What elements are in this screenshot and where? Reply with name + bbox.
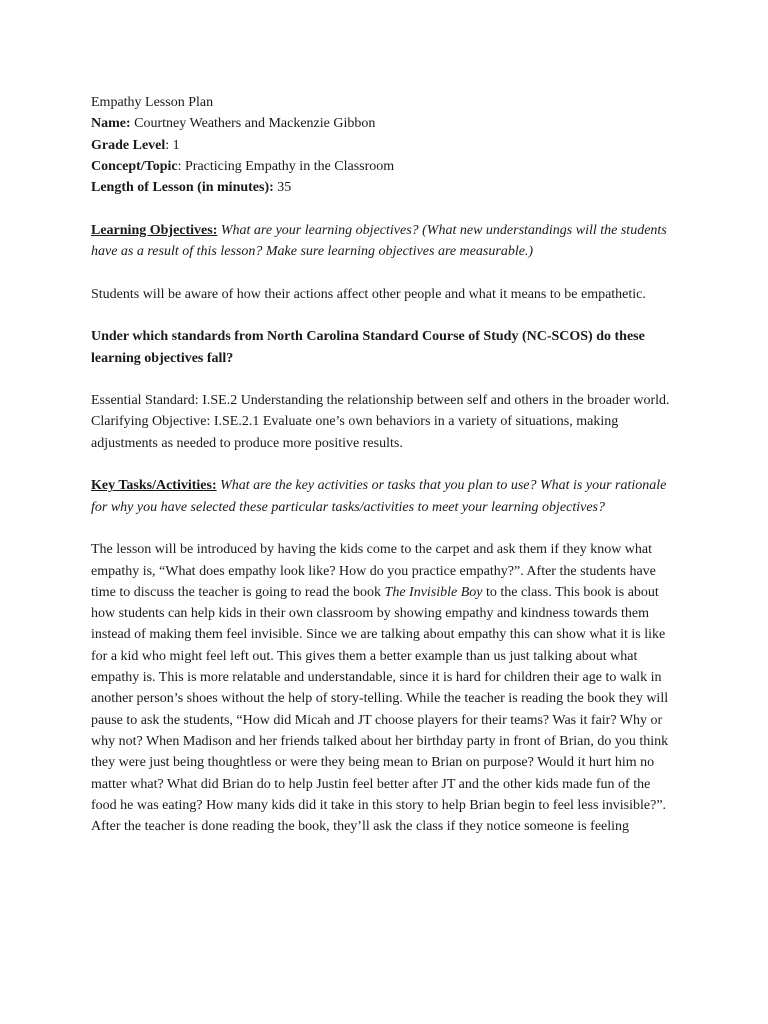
- name-label: Name:: [91, 116, 131, 132]
- length-label: Length of Lesson (in minutes):: [91, 180, 274, 196]
- tasks-body-part1: The lesson will be introduced by having the kids come to the carpet and ask them if they know what empathy is, “What does empathy look like? How do you practice empathy?”. After the students have time to discuss the teacher is going to read the book: [91, 542, 656, 600]
- objectives-prompt-block: [91, 220, 676, 263]
- name-value: Courtney Weathers and Mackenzie Gibbon: [130, 116, 376, 132]
- tasks-heading: Key Tasks/Activities:: [91, 478, 217, 494]
- grade-row: [91, 135, 676, 156]
- tasks-prompt: What are the key activities or tasks that you plan to use? What is your rationale for why you have selected these particular tasks/activities to meet your learning objectives?: [91, 478, 667, 515]
- tasks-body: [91, 539, 676, 837]
- name-row: [91, 113, 676, 134]
- clarifying-objective: Clarifying Objective: I.SE.2.1 Evaluate one’s own behaviors in a variety of situations, making adjustments as needed to produce more positive results.: [91, 414, 619, 451]
- tasks-body-part2: to the class. This book is about how students can help kids in their own classroom by showing empathy and kindness towards them instead of making them feel invisible. Since we are talking about empathy this can show what it is like for a kid who might feel left out. This gives them a better example than us just talking about what empathy is. This is more relatable and understandable, since it is hard for children their age to walk in another person’s shoes without the help of story-telling. While the teacher is reading the book they will pause to ask the students, “How did Micah and JT choose players for their teams? Was it fair? Why or why not? When Madison and her friends talked about her birthday party in front of Brian, do you think they were just being thoughtless or were they being mean to Brian on purpose? Would it hurt him no matter what? What did Brian do to help Justin feel better after JT and the other kids made fun of the food he was eating? How many kids did it take in this story to help Brian begin to feel less invisible?”. After the teacher is done reading the book, they’ll ask the class if they notice someone is feeling: [91, 584, 669, 835]
- objectives-prompt: What are your learning objectives? (What new understandings will the students have as a result of this lesson? Make sure learning objectives are measurable.): [91, 222, 667, 260]
- tasks-prompt-block: [91, 475, 676, 518]
- doc-title: Empathy Lesson Plan: [91, 95, 214, 110]
- essential-standard: Essential Standard: I.SE.2 Understanding the relationship between self and others in the broader world.: [91, 393, 670, 409]
- grade-label: Grade Level: [91, 137, 166, 153]
- grade-value: : 1: [165, 137, 180, 153]
- document-page: [91, 92, 676, 837]
- length-value: 35: [273, 180, 292, 196]
- objectives-heading: Learning Objectives:: [91, 222, 218, 238]
- book-title: The Invisible Boy: [384, 584, 483, 600]
- concept-row: [91, 156, 676, 177]
- length-row: [91, 177, 676, 198]
- concept-label: Concept/Topic: [91, 158, 178, 174]
- standards-question: Under which standards from North Carolina Standard Course of Study (NC-SCOS) do these learning objectives fall?: [91, 329, 645, 366]
- objectives-answer: Students will be aware of how their actions affect other people and what it means to be empathetic.: [91, 286, 646, 302]
- concept-value: : Practicing Empathy in the Classroom: [177, 158, 395, 174]
